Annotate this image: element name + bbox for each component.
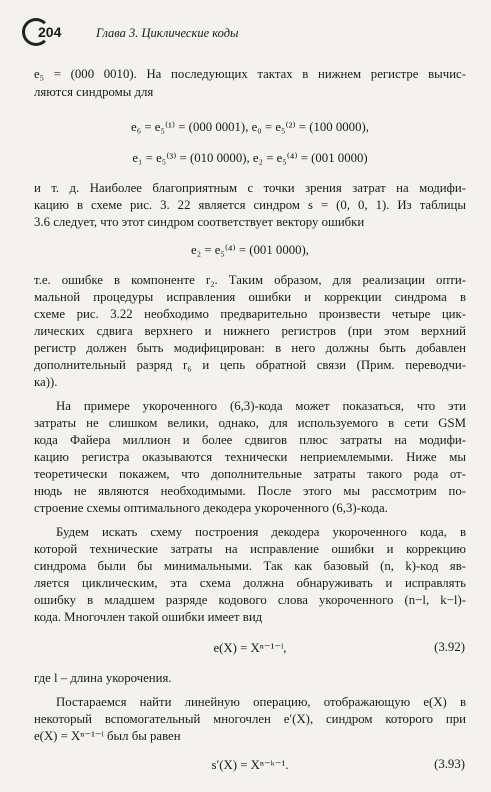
paragraph-first-line: Будем искать схему построения декодера укороченного кода, в xyxy=(56,525,466,539)
text-line: 3.6 следует, что этот синдром соответствует вектору ошибки xyxy=(34,215,365,229)
text-line: ка)). xyxy=(34,375,58,389)
text-line: кацию в схеме рис. 3. 22 является синдром s = (0, 0, 1). Из таблицы xyxy=(34,198,466,212)
text-line: e(X) = Xⁿ⁻¹⁻ˡ был бы равен xyxy=(34,729,181,743)
formula-line: e₁ = e₅⁽³⁾ = (010 0000), e₂ = e₅⁽⁴⁾ = (001 0000) xyxy=(132,151,368,165)
text-line: нюдь не являются необходимыми. После этого мы рассмотрим по- xyxy=(34,484,466,498)
paragraph-first-line: Постараемся найти линейную операцию, отображающую e(X) в xyxy=(56,695,466,709)
text-line: кода Файера миллион и более сдвигов плюс затраты на модифи- xyxy=(34,433,466,447)
formula-line: s′(X) = Xⁿ⁻ᵏ⁻¹. xyxy=(211,758,289,772)
text-line: синдрома были бы минимальными. Так как базовый (n, k)-код яв- xyxy=(34,559,466,573)
text-line: затраты не слишком велики, однако, для используемого в сети GSM xyxy=(34,416,466,430)
text-line: т.е. ошибке в компоненте r₂. Таким образом, для реализации опти- xyxy=(34,273,466,287)
text-line: мальной процедуры исправления ошибки и коррекции синдрома в xyxy=(34,290,466,304)
page-number: 204 xyxy=(38,24,62,40)
formula-line: e₆ = e₅⁽¹⁾ = (000 0001), e₀ = e₅⁽²⁾ = (100 0000), xyxy=(131,120,369,134)
equation-number: (3.92) xyxy=(434,640,465,654)
text-line: регистр должен быть модифицирован: в него должны быть добавлен xyxy=(34,341,466,355)
text-line: ляются синдромы для xyxy=(34,85,154,99)
formula-line: e(X) = Xⁿ⁻¹⁻ˡ, xyxy=(213,641,287,655)
text-line: схеме рис. 3.22 необходимо предварительно произвести четыре цик- xyxy=(34,307,466,321)
equation-number: (3.93) xyxy=(434,757,465,771)
text-line: теоретически покажем, что дополнительные затраты такого рода от- xyxy=(34,467,466,481)
text-line: которой технические затраты на исправление ошибки и коррекцию xyxy=(34,542,466,556)
text-line: дополнительный разряд r₆ и цепь обратной связи (Прим. переводчи- xyxy=(34,358,466,372)
paragraph-first-line: На примере укороченного (6,3)-кода может показаться, что эти xyxy=(56,399,466,413)
text-line: где l – длина укорочения. xyxy=(34,671,172,685)
running-title: Глава 3. Циклические коды xyxy=(96,26,239,40)
text-line: ошибку в младшем разряде кодового слова укороченного (n−l, k−l)- xyxy=(34,593,466,607)
text-line: лических сдвига верхнего и нижнего регистров (при этом верхний xyxy=(34,324,466,338)
text-line: кацию регистра оказываются технически неприемлемыми. Ниже мы xyxy=(34,450,466,464)
text-line: строение схемы оптимального декодера укороченного (6,3)-кода. xyxy=(34,501,388,515)
formula-line: e₂ = e₅⁽⁴⁾ = (001 0000), xyxy=(191,243,309,257)
text-line: ляется циклическим, эта схема должна обнаруживать и исправлять xyxy=(34,576,466,590)
text-line: и т. д. Наиболее благоприятным с точки зрения затрат на модифи- xyxy=(34,181,466,195)
text-line: кода. Многочлен такой ошибки имеет вид xyxy=(34,610,263,624)
page-header xyxy=(22,18,472,48)
text-line: некоторый вспомогательный многочлен e′(X), синдром которого при xyxy=(34,712,466,726)
text-line: e₅ = (000 0010). На последующих тактах в нижнем регистре вычис- xyxy=(34,67,466,81)
